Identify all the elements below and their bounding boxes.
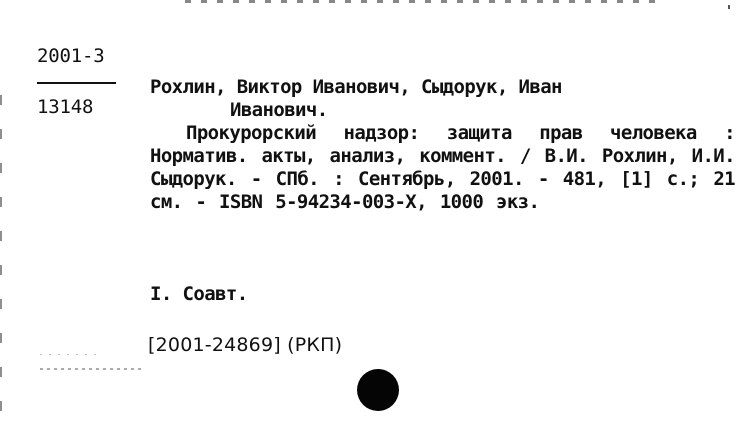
scan-artifact-smudge xyxy=(40,354,100,355)
bibliographic-description: Прокурорский надзор: защита прав человека : Норматив. акты, анализ, коммент. / В.И. Рохлин, И.И. Сыдорук. - СПб. : Сентябрь, 2001. - 481, [1] с.; 21 см. - ISBN 5-94234-003-X, 1000 экз. xyxy=(150,122,735,213)
tracing-note: I. Соавт. xyxy=(150,283,248,305)
punch-hole xyxy=(357,369,399,411)
scan-artifact-smudge xyxy=(40,368,145,370)
bibliographic-entry xyxy=(150,76,735,214)
code-divider xyxy=(37,82,116,84)
control-number: [2001-24869] (РКП) xyxy=(148,334,343,356)
author-heading: Рохлин, Виктор Иванович, Сыдорук, Иван xyxy=(150,76,562,98)
card-code-number: 13148 xyxy=(37,96,94,118)
card-code-year: 2001-3 xyxy=(37,45,105,67)
scan-artifact-top xyxy=(185,0,660,3)
author-heading-continuation: Иванович. xyxy=(230,99,328,121)
scan-artifact-left-edge xyxy=(0,95,2,415)
scan-artifact-corner xyxy=(728,5,730,9)
